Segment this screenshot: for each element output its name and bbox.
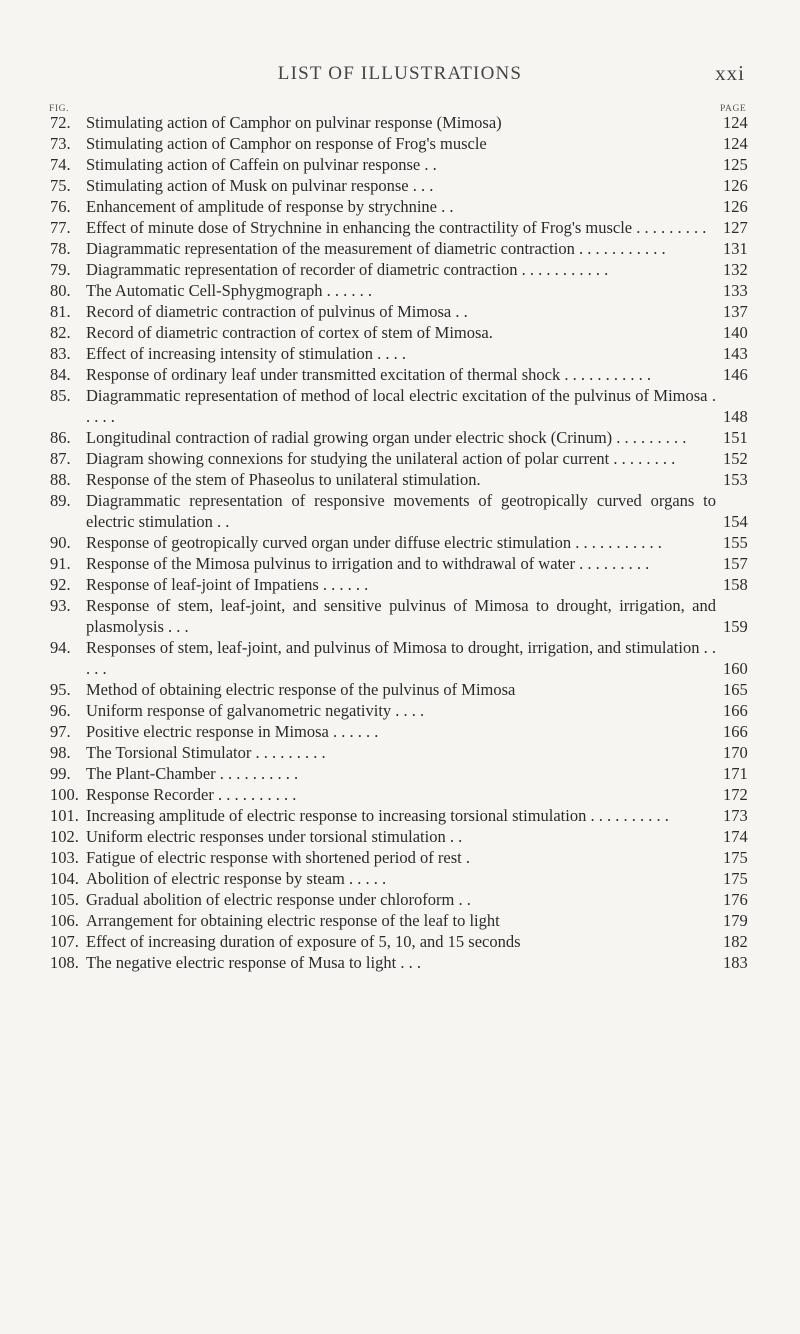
page-ref: 124 (723, 113, 748, 132)
page-ref: 125 (723, 155, 748, 174)
figure-caption: Response of leaf-joint of Impatiens . . . . . . (86, 575, 369, 594)
page-ref: 133 (723, 281, 748, 300)
figure-number: 101. (50, 806, 79, 825)
page-ref: 155 (723, 533, 748, 552)
list-item (0, 301, 800, 322)
list-item (0, 721, 800, 742)
figure-caption: Response of the stem of Phaseolus to unilateral stimulation. (86, 470, 481, 489)
page-ref: 160 (723, 659, 748, 678)
figure-caption: Response of ordinary leaf under transmitted excitation of thermal shock . . . . . . . . . . . (86, 365, 651, 384)
figure-number: 84. (50, 365, 71, 384)
figure-number: 80. (50, 281, 71, 300)
figure-caption: Stimulating action of Caffein on pulvinar response . . (86, 155, 437, 174)
page-ref: 151 (723, 428, 748, 447)
page-ref: 153 (723, 470, 748, 489)
figure-number: 85. (50, 386, 71, 405)
figure-caption: Gradual abolition of electric response under chloroform . . (86, 890, 471, 909)
figure-caption: Diagrammatic representation of responsive movements of geotropically curved organs to electric stimulation . . (86, 491, 716, 531)
page-ref: 159 (723, 617, 748, 636)
figure-number: 90. (50, 533, 71, 552)
figure-number: 103. (50, 848, 79, 867)
list-item (0, 154, 800, 175)
figure-caption: The Torsional Stimulator . . . . . . . . . (86, 743, 326, 762)
figure-number: 95. (50, 680, 71, 699)
list-item (0, 952, 800, 973)
page-ref: 166 (723, 722, 748, 741)
list-item (0, 532, 800, 553)
figure-caption: Response of stem, leaf-joint, and sensitive pulvinus of Mimosa to drought, irrigation, and plasmolysis . . . (86, 596, 716, 636)
page-ref: 157 (723, 554, 748, 573)
page-ref: 171 (723, 764, 748, 783)
page-ref: 131 (723, 239, 748, 258)
figure-number: 106. (50, 911, 79, 930)
figure-number: 87. (50, 449, 71, 468)
figure-number: 88. (50, 470, 71, 489)
figure-caption: Effect of increasing intensity of stimulation . . . . (86, 344, 407, 363)
page-ref: 137 (723, 302, 748, 321)
list-item (0, 805, 800, 826)
figure-caption: Response of the Mimosa pulvinus to irrigation and to withdrawal of water . . . . . . . . . (86, 554, 650, 573)
figure-number: 76. (50, 197, 71, 216)
page-ref: 165 (723, 680, 748, 699)
page-ref: 179 (723, 911, 748, 930)
list-item (0, 175, 800, 196)
running-title: LIST OF ILLUSTRATIONS (277, 63, 523, 84)
figure-caption: Record of diametric contraction of pulvinus of Mimosa . . (86, 302, 468, 321)
figure-caption: Stimulating action of Musk on pulvinar response . . . (86, 176, 434, 195)
figure-caption: Diagrammatic representation of the measurement of diametric contraction . . . . . . . . . . . (86, 239, 666, 258)
figure-caption: Effect of minute dose of Strychnine in enhancing the contractility of Frog's muscle . . . . . . . . . (86, 218, 707, 237)
page-ref: 126 (723, 197, 748, 216)
list-item (0, 259, 800, 280)
figure-caption: Response Recorder . . . . . . . . . . (86, 785, 297, 804)
figure-number: 93. (50, 596, 71, 615)
figure-number: 86. (50, 428, 71, 447)
figure-caption: Uniform response of galvanometric negativity . . . . (86, 701, 425, 720)
page-ref: 158 (723, 575, 748, 594)
figure-caption: Effect of increasing duration of exposure of 5, 10, and 15 seconds (86, 932, 521, 951)
figure-number: 81. (50, 302, 71, 321)
page-ref: 183 (723, 953, 748, 972)
figure-caption: Enhancement of amplitude of response by strychnine . . (86, 197, 454, 216)
figure-number: 79. (50, 260, 71, 279)
figure-number: 105. (50, 890, 79, 909)
figure-caption: The Plant-Chamber . . . . . . . . . . (86, 764, 299, 783)
page-ref: 124 (723, 134, 748, 153)
figure-caption: Diagram showing connexions for studying the unilateral action of polar current . . . . . . . . (86, 449, 676, 468)
list-item (0, 238, 800, 259)
figure-caption: Arrangement for obtaining electric response of the leaf to light (86, 911, 500, 930)
figure-number: 100. (50, 785, 79, 804)
page-ref: 140 (723, 323, 748, 342)
figure-caption: Response of geotropically curved organ under diffuse electric stimulation . . . . . . . . . . . (86, 533, 662, 552)
figure-caption: The Automatic Cell-Sphygmograph . . . . . . (86, 281, 372, 300)
figure-number: 98. (50, 743, 71, 762)
fig-column-label: FIG. (49, 104, 70, 114)
list-item (0, 469, 800, 490)
figure-caption: Longitudinal contraction of radial growing organ under electric shock (Crinum) . . . . . . . . . (86, 428, 687, 447)
list-item (0, 700, 800, 721)
page-column-label: PAGE (720, 104, 747, 114)
page-ref: 175 (723, 869, 748, 888)
page-ref: 173 (723, 806, 748, 825)
page-ref: 174 (723, 827, 748, 846)
figure-number: 72. (50, 113, 71, 132)
figure-number: 94. (50, 638, 71, 657)
list-item (0, 910, 800, 931)
list-item (0, 595, 800, 637)
figure-caption: Positive electric response in Mimosa . . . . . . (86, 722, 379, 741)
list-item (0, 133, 800, 154)
list-item (0, 847, 800, 868)
page-ref: 126 (723, 176, 748, 195)
list-item (0, 868, 800, 889)
list-item (0, 784, 800, 805)
list-item (0, 931, 800, 952)
figure-number: 107. (50, 932, 79, 951)
figure-number: 78. (50, 239, 71, 258)
page-ref: 176 (723, 890, 748, 909)
list-item (0, 385, 800, 427)
figure-number: 91. (50, 554, 71, 573)
figure-number: 104. (50, 869, 79, 888)
list-item (0, 217, 800, 238)
page-ref: 172 (723, 785, 748, 804)
page-ref: 148 (723, 407, 748, 426)
list-item (0, 343, 800, 364)
list-item (0, 679, 800, 700)
figure-caption: Diagrammatic representation of method of local electric excitation of the pulvinus of Mimosa . . . . . (86, 386, 716, 426)
figure-caption: Responses of stem, leaf-joint, and pulvinus of Mimosa to drought, irrigation, and stimulation . . . . . (86, 638, 716, 678)
figure-number: 83. (50, 344, 71, 363)
figure-caption: Fatigue of electric response with shortened period of rest . (86, 848, 470, 867)
list-item (0, 826, 800, 847)
list-item (0, 889, 800, 910)
list-item (0, 637, 800, 679)
list-item (0, 322, 800, 343)
list-item (0, 280, 800, 301)
page-ref: 154 (723, 512, 748, 531)
figure-number: 97. (50, 722, 71, 741)
figure-number: 108. (50, 953, 79, 972)
list-item (0, 427, 800, 448)
list-item (0, 196, 800, 217)
page-ref: 170 (723, 743, 748, 762)
figure-caption: The negative electric response of Musa to light . . . (86, 953, 421, 972)
page-ref: 146 (723, 365, 748, 384)
figure-number: 73. (50, 134, 71, 153)
page-ref: 166 (723, 701, 748, 720)
figure-caption: Record of diametric contraction of cortex of stem of Mimosa. (86, 323, 493, 342)
figure-caption: Diagrammatic representation of recorder of diametric contraction . . . . . . . . . . . (86, 260, 609, 279)
list-item (0, 448, 800, 469)
page-ref: 152 (723, 449, 748, 468)
figure-number: 89. (50, 491, 71, 510)
page-ref: 182 (723, 932, 748, 951)
figure-number: 75. (50, 176, 71, 195)
figure-number: 96. (50, 701, 71, 720)
page-ref: 127 (723, 218, 748, 237)
figure-caption: Uniform electric responses under torsional stimulation . . (86, 827, 463, 846)
page-ref: 175 (723, 848, 748, 867)
figure-caption: Method of obtaining electric response of the pulvinus of Mimosa (86, 680, 516, 699)
list-item (0, 490, 800, 532)
list-item (0, 553, 800, 574)
figure-number: 102. (50, 827, 79, 846)
list-item (0, 364, 800, 385)
list-item (0, 112, 800, 133)
page-ref: 143 (723, 344, 748, 363)
illustrations-list (0, 112, 800, 973)
list-item (0, 574, 800, 595)
list-item (0, 763, 800, 784)
figure-number: 77. (50, 218, 71, 237)
list-item (0, 742, 800, 763)
figure-number: 82. (50, 323, 71, 342)
figure-caption: Abolition of electric response by steam . . . . . (86, 869, 387, 888)
figure-number: 99. (50, 764, 71, 783)
figure-caption: Stimulating action of Camphor on response of Frog's muscle (86, 134, 487, 153)
figure-caption: Stimulating action of Camphor on pulvinar response (Mimosa) (86, 113, 502, 132)
figure-number: 74. (50, 155, 71, 174)
page-number: xxi (715, 61, 745, 85)
figure-number: 92. (50, 575, 71, 594)
figure-caption: Increasing amplitude of electric response to increasing torsional stimulation . . . . . . . . . . (86, 806, 669, 825)
page-ref: 132 (723, 260, 748, 279)
